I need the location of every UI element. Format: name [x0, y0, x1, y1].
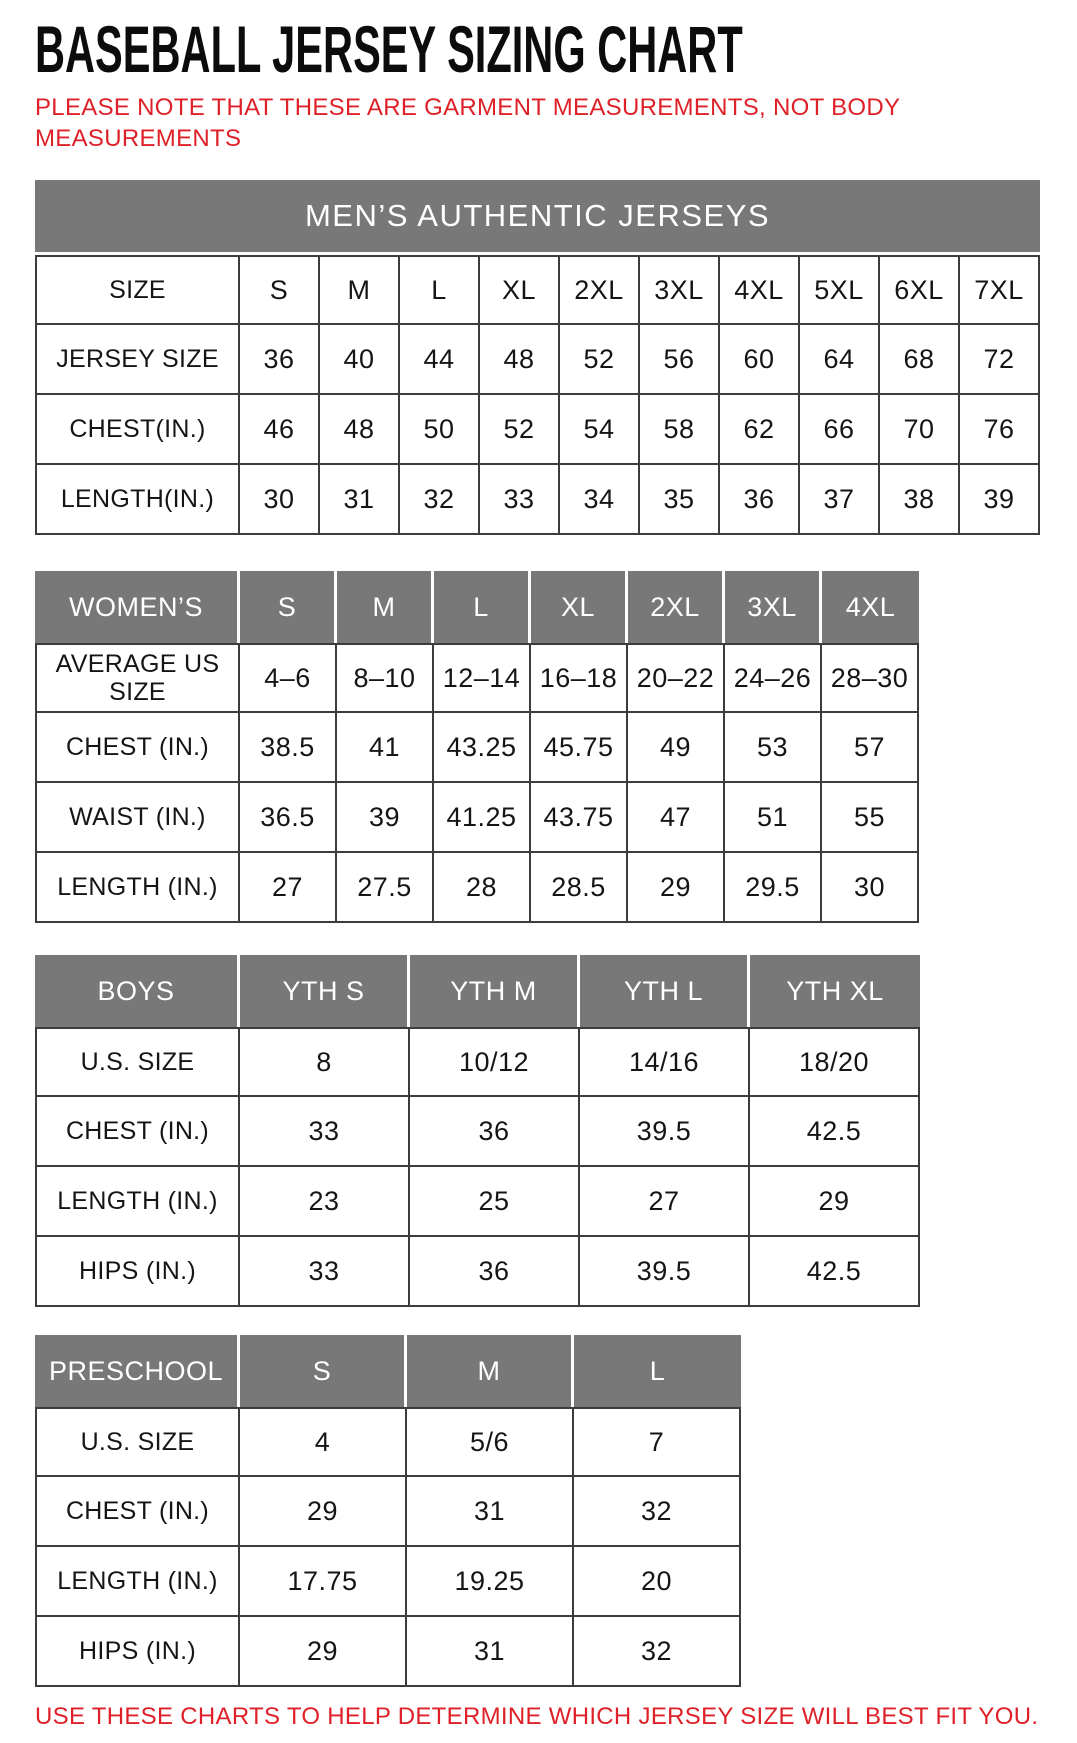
size-value-cell: XL: [480, 255, 560, 325]
size-value-cell: 23: [240, 1167, 410, 1237]
column-header: S: [240, 1335, 407, 1407]
size-value-cell: 17.75: [240, 1547, 407, 1617]
table-row: [35, 255, 1040, 325]
size-value-cell: 8: [240, 1027, 410, 1097]
size-value-cell: M: [320, 255, 400, 325]
size-value-cell: 3XL: [640, 255, 720, 325]
table-row: [35, 325, 1040, 395]
womens-table-grid: [35, 571, 919, 923]
size-value-cell: 38.5: [240, 713, 337, 783]
size-value-cell: 38: [880, 465, 960, 535]
size-value-cell: 57: [822, 713, 919, 783]
row-label: LENGTH (IN.): [35, 853, 240, 923]
page-title: BASEBALL JERSEY SIZING CHART: [35, 12, 743, 86]
size-value-cell: 46: [240, 395, 320, 465]
row-label: LENGTH (IN.): [35, 1547, 240, 1617]
size-value-cell: 33: [240, 1097, 410, 1167]
size-value-cell: 36: [410, 1097, 580, 1167]
size-value-cell: 6XL: [880, 255, 960, 325]
size-value-cell: 32: [574, 1477, 741, 1547]
size-value-cell: 19.25: [407, 1547, 574, 1617]
womens-sizing-table: [35, 571, 1077, 923]
fit-help-note: USE THESE CHARTS TO HELP DETERMINE WHICH JERSEY SIZE WILL BEST FIT YOU.: [35, 1703, 1039, 1730]
mens-sizing-table: [35, 180, 1077, 535]
size-value-cell: 35: [640, 465, 720, 535]
size-value-cell: 43.75: [531, 783, 628, 853]
size-value-cell: 64: [800, 325, 880, 395]
size-value-cell: 70: [880, 395, 960, 465]
size-value-cell: 60: [720, 325, 800, 395]
size-value-cell: 10/12: [410, 1027, 580, 1097]
size-value-cell: 20–22: [628, 643, 725, 713]
size-value-cell: 45.75: [531, 713, 628, 783]
size-value-cell: 42.5: [750, 1237, 920, 1307]
size-value-cell: 33: [240, 1237, 410, 1307]
header-row: [35, 955, 920, 1027]
table-row: [35, 1237, 920, 1307]
row-label: CHEST (IN.): [35, 1097, 240, 1167]
size-value-cell: 58: [640, 395, 720, 465]
size-value-cell: 36: [720, 465, 800, 535]
size-value-cell: 40: [320, 325, 400, 395]
size-value-cell: S: [240, 255, 320, 325]
column-header: 3XL: [725, 571, 822, 643]
column-header: L: [574, 1335, 741, 1407]
row-label: CHEST (IN.): [35, 713, 240, 783]
size-value-cell: 8–10: [337, 643, 434, 713]
column-header: 4XL: [822, 571, 919, 643]
size-value-cell: 56: [640, 325, 720, 395]
size-value-cell: 76: [960, 395, 1040, 465]
table-row: [35, 1477, 741, 1547]
size-value-cell: 72: [960, 325, 1040, 395]
column-header: L: [434, 571, 531, 643]
table-row: [35, 1167, 920, 1237]
size-value-cell: 55: [822, 783, 919, 853]
table-row: [35, 1097, 920, 1167]
table-row: [35, 1547, 741, 1617]
column-header: M: [407, 1335, 574, 1407]
size-value-cell: 37: [800, 465, 880, 535]
size-value-cell: 31: [320, 465, 400, 535]
size-value-cell: 62: [720, 395, 800, 465]
group-header: PRESCHOOL: [35, 1335, 240, 1407]
table-row: [35, 783, 919, 853]
size-value-cell: 7XL: [960, 255, 1040, 325]
table-row: [35, 853, 919, 923]
row-label: AVERAGE US SIZE: [35, 643, 240, 713]
size-value-cell: 4–6: [240, 643, 337, 713]
size-value-cell: 52: [560, 325, 640, 395]
row-label: WAIST (IN.): [35, 783, 240, 853]
size-value-cell: 31: [407, 1617, 574, 1687]
preschool-table-grid: [35, 1335, 741, 1687]
size-value-cell: 31: [407, 1477, 574, 1547]
size-value-cell: 39.5: [580, 1237, 750, 1307]
boys-table-grid: [35, 955, 920, 1307]
column-header: YTH S: [240, 955, 410, 1027]
column-header: YTH M: [410, 955, 580, 1027]
size-value-cell: 30: [240, 465, 320, 535]
size-value-cell: 41: [337, 713, 434, 783]
size-value-cell: 29: [240, 1477, 407, 1547]
size-value-cell: 28.5: [531, 853, 628, 923]
size-value-cell: 48: [320, 395, 400, 465]
size-value-cell: 7: [574, 1407, 741, 1477]
size-value-cell: 18/20: [750, 1027, 920, 1097]
group-header: WOMEN’S: [35, 571, 240, 643]
size-value-cell: 4XL: [720, 255, 800, 325]
size-value-cell: 29: [628, 853, 725, 923]
size-value-cell: 43.25: [434, 713, 531, 783]
boys-sizing-table: [35, 955, 1077, 1307]
size-value-cell: 47: [628, 783, 725, 853]
size-value-cell: 28: [434, 853, 531, 923]
size-value-cell: 39: [337, 783, 434, 853]
size-value-cell: 36: [410, 1237, 580, 1307]
size-value-cell: 53: [725, 713, 822, 783]
table-row: [35, 465, 1040, 535]
column-header: M: [337, 571, 434, 643]
size-value-cell: 54: [560, 395, 640, 465]
table-row: [35, 395, 1040, 465]
table-row: [35, 1027, 920, 1097]
column-header: XL: [531, 571, 628, 643]
size-value-cell: 32: [574, 1617, 741, 1687]
size-value-cell: 5XL: [800, 255, 880, 325]
table-row: [35, 643, 919, 713]
header-row: [35, 1335, 741, 1407]
size-value-cell: 41.25: [434, 783, 531, 853]
size-value-cell: 14/16: [580, 1027, 750, 1097]
size-value-cell: 29: [750, 1167, 920, 1237]
size-value-cell: 68: [880, 325, 960, 395]
size-value-cell: 20: [574, 1547, 741, 1617]
size-value-cell: 2XL: [560, 255, 640, 325]
size-value-cell: L: [400, 255, 480, 325]
size-value-cell: 32: [400, 465, 480, 535]
column-header: YTH L: [580, 955, 750, 1027]
size-value-cell: 24–26: [725, 643, 822, 713]
title-wrap: [35, 14, 1077, 86]
table-row: [35, 1407, 741, 1477]
row-label: CHEST (IN.): [35, 1477, 240, 1547]
size-value-cell: 34: [560, 465, 640, 535]
size-value-cell: 52: [480, 395, 560, 465]
size-value-cell: 42.5: [750, 1097, 920, 1167]
row-label: HIPS (IN.): [35, 1617, 240, 1687]
size-value-cell: 36.5: [240, 783, 337, 853]
garment-measurement-note: PLEASE NOTE THAT THESE ARE GARMENT MEASUREMENTS, NOT BODY MEASUREMENTS: [35, 94, 900, 152]
row-label: JERSEY SIZE: [35, 325, 240, 395]
row-label: LENGTH(IN.): [35, 465, 240, 535]
size-value-cell: 25: [410, 1167, 580, 1237]
row-label: HIPS (IN.): [35, 1237, 240, 1307]
size-value-cell: 27: [580, 1167, 750, 1237]
row-label: U.S. SIZE: [35, 1027, 240, 1097]
size-value-cell: 12–14: [434, 643, 531, 713]
size-value-cell: 28–30: [822, 643, 919, 713]
group-header: BOYS: [35, 955, 240, 1027]
size-value-cell: 66: [800, 395, 880, 465]
size-value-cell: 29.5: [725, 853, 822, 923]
column-header: S: [240, 571, 337, 643]
table-row: [35, 713, 919, 783]
size-value-cell: 44: [400, 325, 480, 395]
size-value-cell: 36: [240, 325, 320, 395]
preschool-sizing-table: [35, 1335, 1077, 1687]
size-value-cell: 5/6: [407, 1407, 574, 1477]
sizing-chart-page: [35, 14, 1077, 1731]
size-value-cell: 4: [240, 1407, 407, 1477]
column-header: 2XL: [628, 571, 725, 643]
size-value-cell: 51: [725, 783, 822, 853]
row-label: U.S. SIZE: [35, 1407, 240, 1477]
row-label: SIZE: [35, 255, 240, 325]
size-value-cell: 27.5: [337, 853, 434, 923]
size-value-cell: 29: [240, 1617, 407, 1687]
mens-banner: MEN’S AUTHENTIC JERSEYS: [35, 180, 1040, 252]
size-value-cell: 33: [480, 465, 560, 535]
size-value-cell: 48: [480, 325, 560, 395]
column-header: YTH XL: [750, 955, 920, 1027]
table-row: [35, 1617, 741, 1687]
size-value-cell: 39.5: [580, 1097, 750, 1167]
row-label: LENGTH (IN.): [35, 1167, 240, 1237]
size-value-cell: 30: [822, 853, 919, 923]
header-row: [35, 571, 919, 643]
size-value-cell: 50: [400, 395, 480, 465]
size-value-cell: 16–18: [531, 643, 628, 713]
size-value-cell: 39: [960, 465, 1040, 535]
row-label: CHEST(IN.): [35, 395, 240, 465]
mens-table-grid: [35, 255, 1040, 535]
size-value-cell: 27: [240, 853, 337, 923]
size-value-cell: 49: [628, 713, 725, 783]
